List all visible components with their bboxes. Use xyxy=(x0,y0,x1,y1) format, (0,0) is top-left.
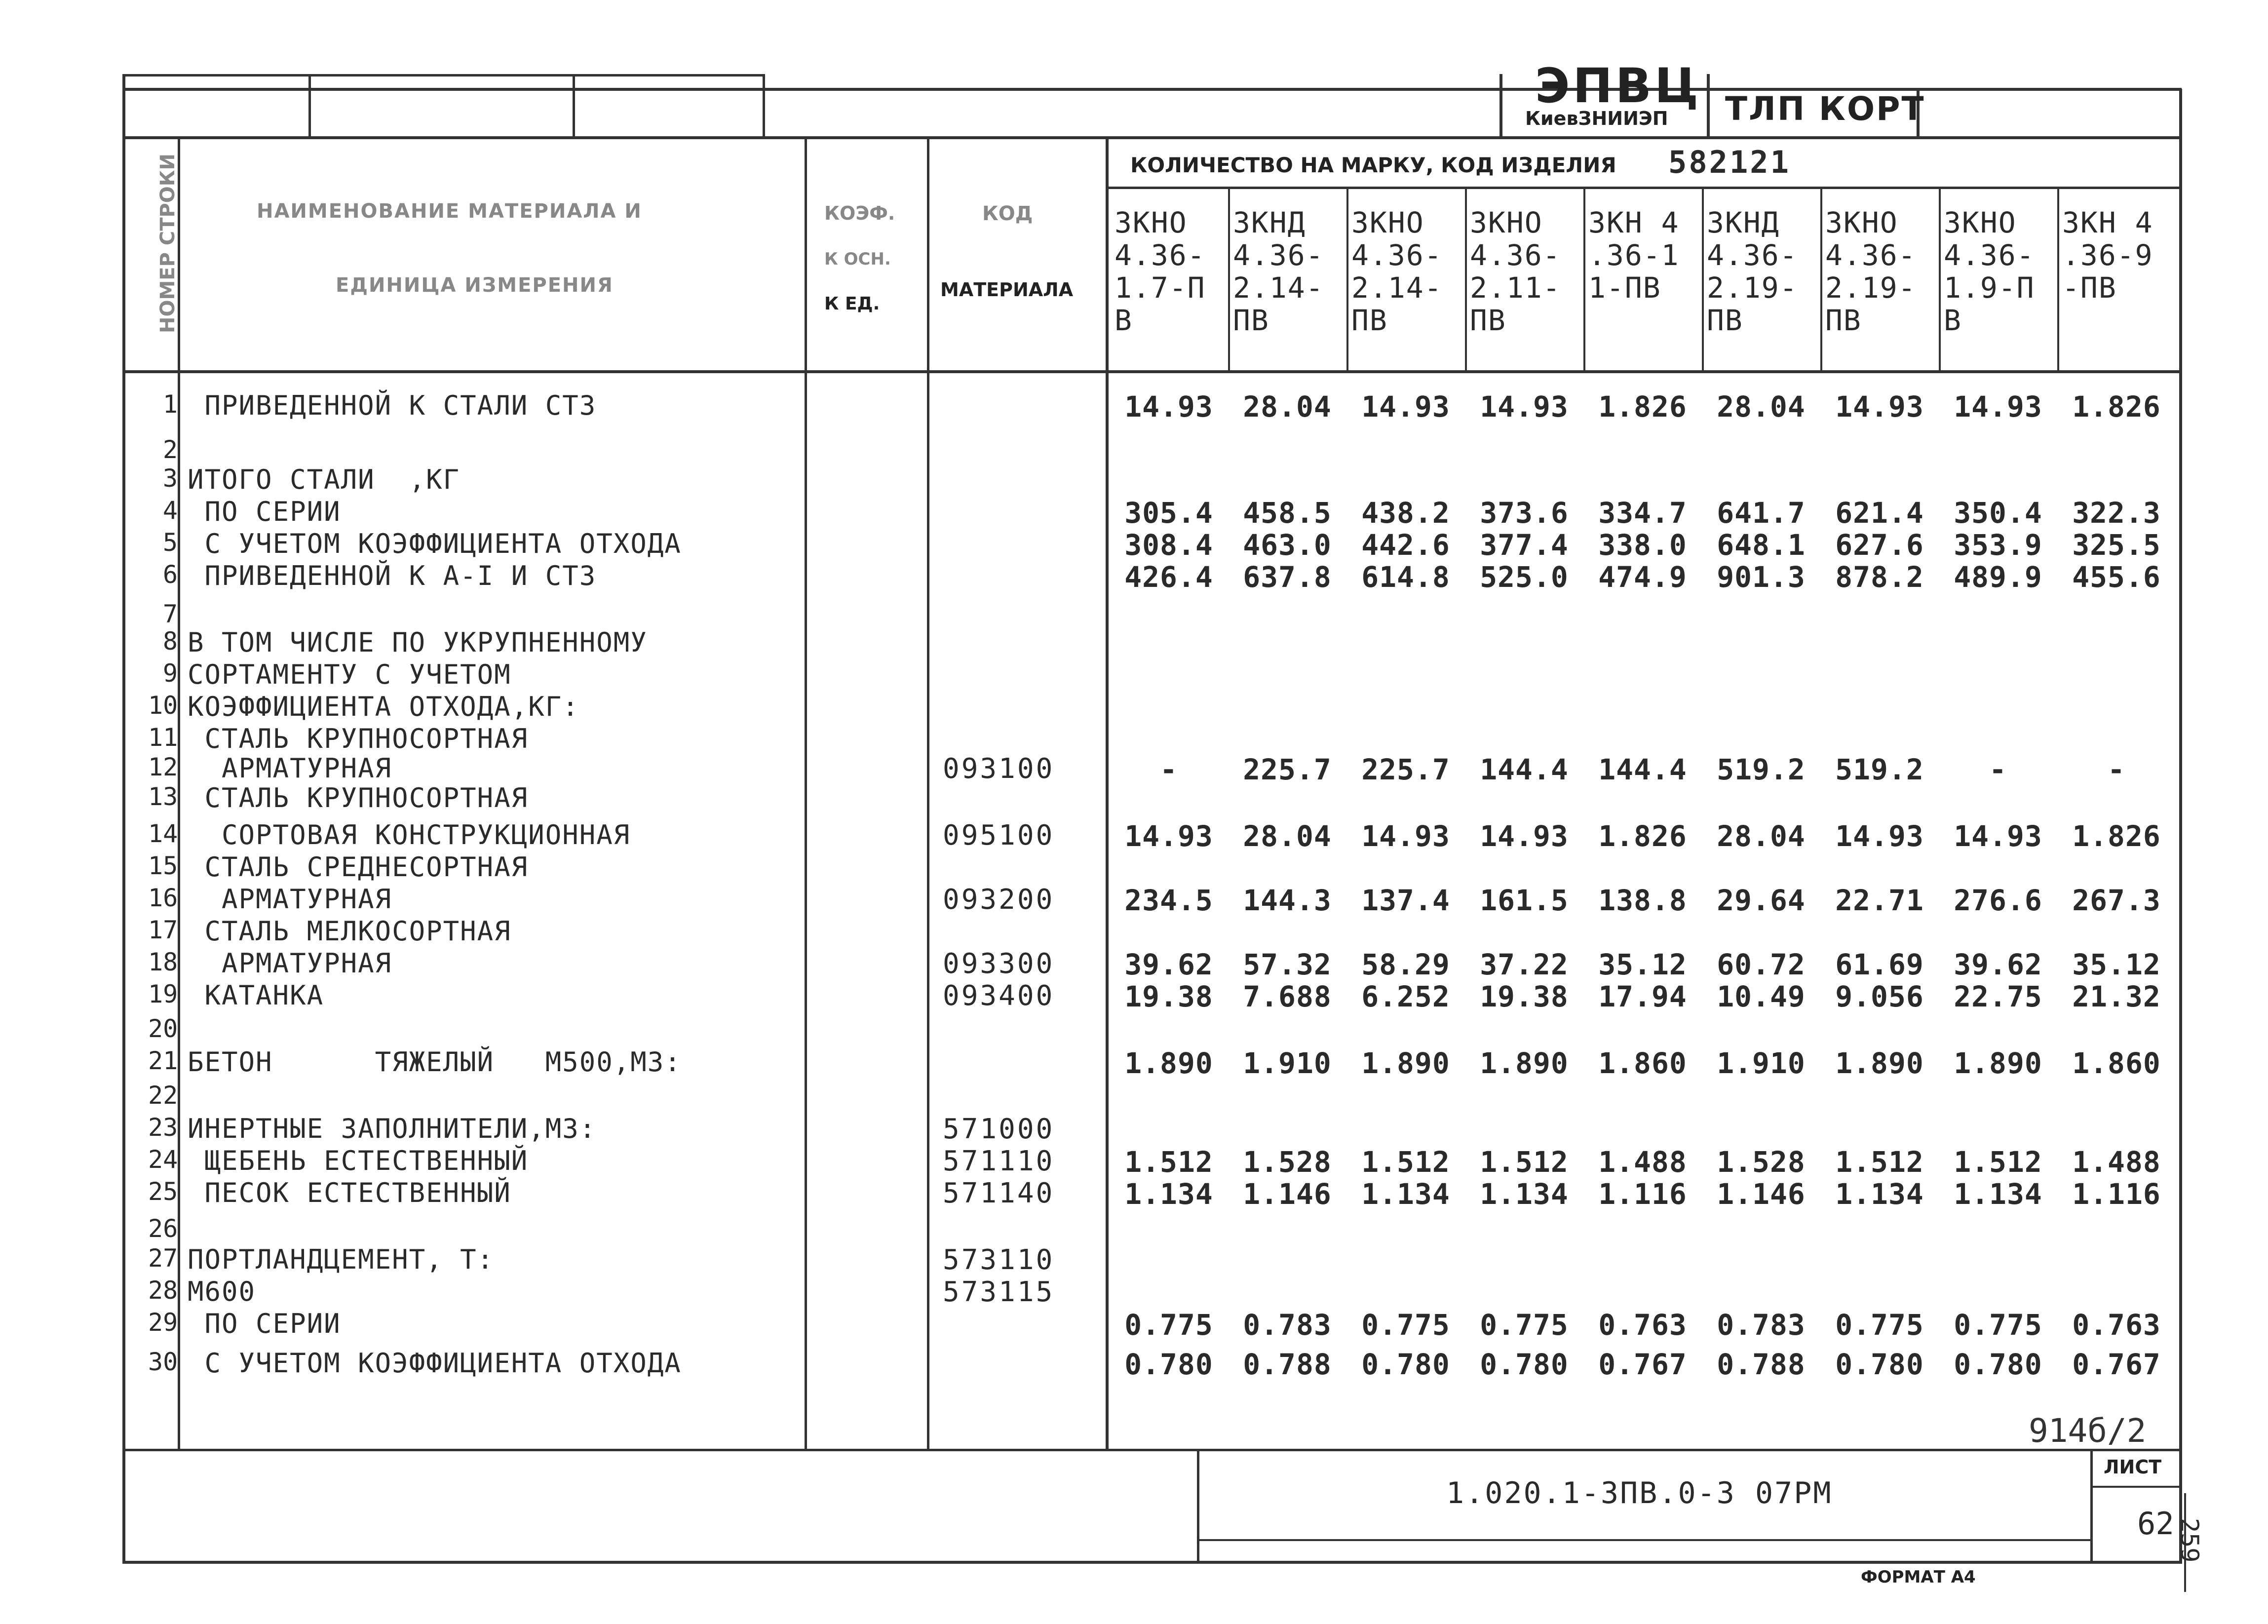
row-value-cell: 1.890 xyxy=(1124,1046,1213,1080)
stamp-div-3 xyxy=(763,74,765,137)
header-bottom-line xyxy=(122,370,2182,373)
row-material-code: 095100 xyxy=(943,819,1055,851)
row-value-cell: 144.4 xyxy=(1480,753,1569,786)
column-header-4-line-4: ПВ xyxy=(1470,304,1506,337)
sheet-number: 62 xyxy=(2137,1506,2174,1542)
row-value-cell: 0.767 xyxy=(2072,1348,2161,1381)
material-label-1: НАИМЕНОВАНИЕ МАТЕРИАЛА И xyxy=(257,200,642,223)
vcol-sep-7 xyxy=(1939,188,1941,371)
stamp-div-4 xyxy=(1499,74,1502,137)
row-value-cell: 308.4 xyxy=(1124,528,1213,562)
row-number: 1 xyxy=(162,390,178,419)
row-value-cell: 519.2 xyxy=(1717,753,1806,786)
row-material-name: М600 xyxy=(188,1276,256,1307)
row-value-cell: 29.64 xyxy=(1717,884,1806,917)
row-material-code: 093300 xyxy=(943,948,1055,980)
column-header-6-line-4: ПВ xyxy=(1707,304,1743,337)
row-number: 14 xyxy=(148,819,178,848)
row-value-cell: 1.512 xyxy=(1361,1145,1450,1179)
coef-label-3: К ЕД. xyxy=(824,294,880,314)
stamp-top-line xyxy=(122,74,764,77)
handwritten-number: 914б/2 xyxy=(2029,1412,2147,1450)
row-value-cell: 458.5 xyxy=(1243,496,1332,530)
row-value-cell: 0.780 xyxy=(1480,1348,1569,1381)
row-value-cell: 225.7 xyxy=(1361,753,1450,786)
row-material-code: 571140 xyxy=(943,1177,1055,1209)
row-value-cell: 0.763 xyxy=(2072,1308,2161,1342)
column-header-5-line-2: .36-1 xyxy=(1588,238,1680,272)
row-number: 6 xyxy=(162,560,178,589)
row-number: 26 xyxy=(148,1214,178,1243)
row-material-code: 093200 xyxy=(943,884,1055,916)
vcol-sep-2 xyxy=(1346,188,1348,371)
row-material-code: 571000 xyxy=(943,1113,1055,1145)
row-material-code: 093100 xyxy=(943,753,1055,785)
row-value-cell: 0.775 xyxy=(1954,1308,2042,1342)
row-material-name: СТАЛЬ СРЕДНЕСОРТНАЯ xyxy=(188,851,529,883)
row-value-cell: 1.116 xyxy=(1598,1177,1687,1211)
row-value-cell: 19.38 xyxy=(1124,980,1213,1013)
row-value-cell: 901.3 xyxy=(1717,560,1806,594)
row-value-cell: 1.512 xyxy=(1480,1145,1569,1179)
frame-left xyxy=(122,74,125,1562)
row-number: 4 xyxy=(162,496,178,525)
row-number: 16 xyxy=(148,884,178,912)
row-value-cell: 426.4 xyxy=(1124,560,1213,594)
row-value-cell: 225.7 xyxy=(1243,753,1332,786)
margin-number: 259 xyxy=(2175,1518,2204,1563)
row-value-cell: 1.512 xyxy=(1124,1145,1213,1179)
row-number: 24 xyxy=(148,1145,178,1174)
column-header-8-line-3: 1.9-П xyxy=(1944,271,2035,305)
table-bottom-line xyxy=(122,1449,2182,1451)
row-value-cell: 455.6 xyxy=(2072,560,2161,594)
row-value-cell: 58.29 xyxy=(1361,948,1450,981)
row-value-cell: 14.93 xyxy=(1835,390,1924,424)
footer-sheet-line xyxy=(2090,1486,2182,1488)
row-value-cell: 276.6 xyxy=(1954,884,2042,917)
row-value-cell: 1.890 xyxy=(1954,1046,2042,1080)
row-material-name: ЩЕБЕНЬ ЕСТЕСТВЕННЫЙ xyxy=(188,1145,529,1176)
row-value-cell: 334.7 xyxy=(1598,496,1687,530)
material-label-2: ЕДИНИЦА ИЗМЕРЕНИЯ xyxy=(336,274,614,297)
row-value-cell: 1.146 xyxy=(1243,1177,1332,1211)
row-value-cell: 1.528 xyxy=(1717,1145,1806,1179)
row-value-cell: 35.12 xyxy=(1598,948,1687,981)
row-number: 19 xyxy=(148,980,178,1008)
row-value-cell: 267.3 xyxy=(2072,884,2161,917)
row-material-name: СОРТОВАЯ КОНСТРУКЦИОННАЯ xyxy=(188,819,631,851)
row-number: 8 xyxy=(162,627,178,656)
row-value-cell: 1.512 xyxy=(1835,1145,1924,1179)
row-number: 29 xyxy=(148,1308,178,1337)
row-number: 20 xyxy=(148,1014,178,1043)
stamp-org: КиевЗНИИЭП xyxy=(1525,108,1668,129)
row-value-cell: 489.9 xyxy=(1954,560,2042,594)
row-value-cell: 14.93 xyxy=(1361,819,1450,853)
row-value-cell: 0.780 xyxy=(1361,1348,1450,1381)
row-value-cell: 1.890 xyxy=(1361,1046,1450,1080)
coef-label-1: КОЭФ. xyxy=(824,202,895,224)
column-header-9-line-2: .36-9 xyxy=(2062,238,2153,272)
column-header-2-line-1: ЗКНД xyxy=(1233,206,1306,239)
document-code: 1.020.1-3ПВ.0-3 07РМ xyxy=(1446,1476,1833,1510)
column-header-2-line-4: ПВ xyxy=(1233,304,1269,337)
row-value-cell: 373.6 xyxy=(1480,496,1569,530)
row-value-cell: 14.93 xyxy=(1954,819,2042,853)
row-number: 27 xyxy=(148,1244,178,1273)
row-number: 22 xyxy=(148,1081,178,1110)
footer-div-1 xyxy=(1197,1450,1199,1563)
row-value-cell: 377.4 xyxy=(1480,528,1569,562)
code-label-1: КОД xyxy=(982,202,1033,225)
row-material-name: ПО СЕРИИ xyxy=(188,496,341,527)
row-value-cell: 1.146 xyxy=(1717,1177,1806,1211)
row-value-cell: 637.8 xyxy=(1243,560,1332,594)
row-value-cell: 1.116 xyxy=(2072,1177,2161,1211)
row-value-cell: 878.2 xyxy=(1835,560,1924,594)
row-value-cell: 57.32 xyxy=(1243,948,1332,981)
column-header-6-line-1: ЗКНД xyxy=(1707,206,1780,239)
row-material-name: С УЧЕТОМ КОЭФФИЦИЕНТА ОТХОДА xyxy=(188,528,682,559)
column-header-3-line-1: ЗКНО xyxy=(1351,206,1424,239)
row-value-cell: 350.4 xyxy=(1954,496,2042,530)
row-value-cell: - xyxy=(1989,753,2007,786)
column-header-8-line-4: В xyxy=(1944,304,1962,337)
row-value-cell: 37.22 xyxy=(1480,948,1569,981)
footer-inner-line xyxy=(1197,1539,2093,1541)
row-material-name: ПРИВЕДЕННОЙ К СТАЛИ СТ3 xyxy=(188,390,597,421)
column-header-7-line-4: ПВ xyxy=(1825,304,1862,337)
row-value-cell: 14.93 xyxy=(1480,390,1569,424)
row-number: 15 xyxy=(148,851,178,880)
row-value-cell: 6.252 xyxy=(1361,980,1450,1013)
row-value-cell: 0.775 xyxy=(1480,1308,1569,1342)
vcol-sep-6 xyxy=(1820,188,1822,371)
row-number: 10 xyxy=(148,691,178,720)
row-number: 18 xyxy=(148,948,178,976)
row-value-cell: 28.04 xyxy=(1717,819,1806,853)
row-value-cell: 22.71 xyxy=(1835,884,1924,917)
row-value-cell: 438.2 xyxy=(1361,496,1450,530)
column-header-4-line-3: 2.11- xyxy=(1470,271,1561,305)
row-value-cell: 442.6 xyxy=(1361,528,1450,562)
row-value-cell: 474.9 xyxy=(1598,560,1687,594)
row-value-cell: 22.75 xyxy=(1954,980,2042,1013)
row-number: 12 xyxy=(148,753,178,781)
row-number: 13 xyxy=(148,782,178,811)
row-value-cell: 519.2 xyxy=(1835,753,1924,786)
row-value-cell: 353.9 xyxy=(1954,528,2042,562)
stamp-div-5 xyxy=(1707,74,1710,137)
row-number: 2 xyxy=(162,435,178,464)
row-material-name: В ТОМ ЧИСЛЕ ПО УКРУПНЕННОМУ xyxy=(188,627,648,658)
row-material-name: АРМАТУРНАЯ xyxy=(188,948,392,979)
row-material-name: ПОРТЛАНДЦЕМЕНТ, Т: xyxy=(188,1244,495,1275)
row-value-cell: 17.94 xyxy=(1598,980,1687,1013)
row-value-cell: 21.32 xyxy=(2072,980,2161,1013)
row-number: 30 xyxy=(148,1348,178,1376)
column-header-3-line-4: ПВ xyxy=(1351,304,1388,337)
row-value-cell: 1.910 xyxy=(1243,1046,1332,1080)
row-value-cell: 1.826 xyxy=(1598,819,1687,853)
row-value-cell: 1.528 xyxy=(1243,1145,1332,1179)
row-value-cell: 161.5 xyxy=(1480,884,1569,917)
row-value-cell: 641.7 xyxy=(1717,496,1806,530)
column-header-5-line-1: ЗКН 4 xyxy=(1588,206,1680,239)
column-header-4-line-2: 4.36- xyxy=(1470,238,1561,272)
column-header-3-line-2: 4.36- xyxy=(1351,238,1443,272)
row-value-cell: 1.826 xyxy=(2072,819,2161,853)
column-header-1-line-3: 1.7-П xyxy=(1115,271,1206,305)
row-value-cell: 14.93 xyxy=(1480,819,1569,853)
column-header-7-line-1: ЗКНО xyxy=(1825,206,1898,239)
row-material-name: СТАЛЬ МЕЛКОСОРТНАЯ xyxy=(188,916,511,947)
row-number: 7 xyxy=(162,600,178,628)
vcol-sep-8 xyxy=(2057,188,2059,371)
row-value-cell: 0.783 xyxy=(1717,1308,1806,1342)
row-number: 23 xyxy=(148,1113,178,1142)
row-value-cell: 234.5 xyxy=(1124,884,1213,917)
row-value-cell: 1.134 xyxy=(1124,1177,1213,1211)
row-number: 28 xyxy=(148,1276,178,1305)
stamp-div-2 xyxy=(573,74,575,137)
row-value-cell: 7.688 xyxy=(1243,980,1332,1013)
column-header-7-line-3: 2.19- xyxy=(1825,271,1917,305)
row-value-cell: 61.69 xyxy=(1835,948,1924,981)
row-value-cell: 60.72 xyxy=(1717,948,1806,981)
row-value-cell: 0.780 xyxy=(1124,1348,1213,1381)
vcol-sep-1 xyxy=(1228,188,1230,371)
row-value-cell: 39.62 xyxy=(1954,948,2042,981)
frame-right xyxy=(2179,89,2182,1562)
row-value-cell: 0.788 xyxy=(1243,1348,1332,1381)
row-number: 17 xyxy=(148,916,178,944)
row-value-cell: 0.775 xyxy=(1361,1308,1450,1342)
column-header-2-line-2: 4.36- xyxy=(1233,238,1324,272)
row-value-cell: 0.780 xyxy=(1954,1348,2042,1381)
row-number-label: НОМЕР СТРОКИ xyxy=(156,154,179,333)
row-value-cell: 14.93 xyxy=(1954,390,2042,424)
row-value-cell: 1.860 xyxy=(1598,1046,1687,1080)
row-value-cell: 14.93 xyxy=(1361,390,1450,424)
row-value-cell: 648.1 xyxy=(1717,528,1806,562)
row-number: 3 xyxy=(162,464,178,493)
column-header-6-line-2: 4.36- xyxy=(1707,238,1798,272)
column-header-8-line-2: 4.36- xyxy=(1944,238,2035,272)
row-number: 9 xyxy=(162,659,178,688)
col-line-name xyxy=(805,137,807,1450)
row-material-name: АРМАТУРНАЯ xyxy=(188,884,392,915)
vcol-sep-4 xyxy=(1583,188,1585,371)
row-value-cell: 1.512 xyxy=(1954,1145,2042,1179)
row-value-cell: 144.4 xyxy=(1598,753,1687,786)
row-value-cell: 0.763 xyxy=(1598,1308,1687,1342)
row-value-cell: 1.890 xyxy=(1835,1046,1924,1080)
row-value-cell: 138.8 xyxy=(1598,884,1687,917)
column-header-8-line-1: ЗКНО xyxy=(1944,206,2017,239)
column-header-2-line-3: 2.14- xyxy=(1233,271,1324,305)
code-label-2: МАТЕРИАЛА xyxy=(940,279,1074,301)
stamp-logo: ЭПВЦ xyxy=(1535,58,1702,114)
column-header-7-line-2: 4.36- xyxy=(1825,238,1917,272)
row-value-cell: - xyxy=(2108,753,2125,786)
row-material-name: ПЕСОК ЕСТЕСТВЕННЫЙ xyxy=(188,1177,511,1208)
frame-bottom xyxy=(122,1561,2182,1564)
row-value-cell: 614.8 xyxy=(1361,560,1450,594)
column-header-1-line-2: 4.36- xyxy=(1115,238,1206,272)
col-line-coef xyxy=(927,137,929,1450)
row-number: 25 xyxy=(148,1177,178,1206)
row-value-cell: 1.134 xyxy=(1480,1177,1569,1211)
row-material-name: КАТАНКА xyxy=(188,980,324,1011)
column-header-1-line-1: ЗКНО xyxy=(1115,206,1188,239)
column-header-1-line-4: В xyxy=(1115,304,1133,337)
row-value-cell: 322.3 xyxy=(2072,496,2161,530)
row-value-cell: 1.134 xyxy=(1835,1177,1924,1211)
stamp-tlp: ТЛП КОРТ xyxy=(1725,90,1925,128)
row-material-code: 571110 xyxy=(943,1145,1055,1177)
column-header-3-line-3: 2.14- xyxy=(1351,271,1443,305)
vcol-sep-5 xyxy=(1702,188,1704,371)
row-value-cell: 463.0 xyxy=(1243,528,1332,562)
column-header-6-line-3: 2.19- xyxy=(1707,271,1798,305)
row-material-code: 573110 xyxy=(943,1244,1055,1276)
row-value-cell: 19.38 xyxy=(1480,980,1569,1013)
frame-top-right xyxy=(1915,88,2182,91)
sheet-label: ЛИСТ xyxy=(2104,1456,2162,1478)
row-value-cell: 0.767 xyxy=(1598,1348,1687,1381)
row-material-name: ПО СЕРИИ xyxy=(188,1308,341,1339)
row-value-cell: - xyxy=(1160,753,1178,786)
row-number: 21 xyxy=(148,1046,178,1075)
row-value-cell: 10.49 xyxy=(1717,980,1806,1013)
row-material-name: КОЭФФИЦИЕНТА ОТХОДА,КГ: xyxy=(188,691,579,722)
row-material-name: БЕТОН ТЯЖЕЛЫЙ М500,М3: xyxy=(188,1046,682,1078)
row-value-cell: 144.3 xyxy=(1243,884,1332,917)
row-value-cell: 35.12 xyxy=(2072,948,2161,981)
row-material-name: СОРТАМЕНТУ С УЧЕТОМ xyxy=(188,659,511,690)
row-value-cell: 14.93 xyxy=(1124,390,1213,424)
row-material-name: ПРИВЕДЕННОЙ К А-I И СТ3 xyxy=(188,560,597,591)
stamp-div-1 xyxy=(308,74,311,137)
row-value-cell: 325.5 xyxy=(2072,528,2161,562)
row-value-cell: 1.134 xyxy=(1361,1177,1450,1211)
coef-label-2: К ОСН. xyxy=(824,249,891,269)
row-material-name: СТАЛЬ КРУПНОСОРТНАЯ xyxy=(188,782,529,813)
row-material-name: ИТОГО СТАЛИ ,КГ xyxy=(188,464,461,495)
row-value-cell: 1.488 xyxy=(2072,1145,2161,1179)
format-label: ФОРМАТ А4 xyxy=(1861,1567,1976,1587)
column-header-9-line-3: -ПВ xyxy=(2062,271,2117,305)
row-value-cell: 28.04 xyxy=(1243,819,1332,853)
row-material-code: 573115 xyxy=(943,1276,1055,1308)
row-material-name: ИНЕРТНЫЕ ЗАПОЛНИТЕЛИ,М3: xyxy=(188,1113,597,1144)
row-value-cell: 28.04 xyxy=(1243,390,1332,424)
header-top-line xyxy=(122,136,2182,139)
row-number: 5 xyxy=(162,528,178,557)
row-value-cell: 1.134 xyxy=(1954,1177,2042,1211)
column-header-5-line-3: 1-ПВ xyxy=(1588,271,1661,305)
row-value-cell: 0.780 xyxy=(1835,1348,1924,1381)
row-value-cell: 137.4 xyxy=(1361,884,1450,917)
col-line-code xyxy=(1106,137,1109,1450)
row-number: 11 xyxy=(148,723,178,752)
footer-div-2 xyxy=(2090,1450,2093,1563)
row-value-cell: 1.488 xyxy=(1598,1145,1687,1179)
row-value-cell: 621.4 xyxy=(1835,496,1924,530)
product-code: 582121 xyxy=(1668,144,1791,180)
row-value-cell: 9.056 xyxy=(1835,980,1924,1013)
row-value-cell: 1.910 xyxy=(1717,1046,1806,1080)
vcol-sep-3 xyxy=(1465,188,1467,371)
row-value-cell: 1.826 xyxy=(2072,390,2161,424)
row-value-cell: 0.783 xyxy=(1243,1308,1332,1342)
row-value-cell: 28.04 xyxy=(1717,390,1806,424)
row-value-cell: 0.775 xyxy=(1835,1308,1924,1342)
row-value-cell: 39.62 xyxy=(1124,948,1213,981)
row-material-code: 093400 xyxy=(943,980,1055,1012)
quantity-label-line xyxy=(1106,187,2182,189)
row-value-cell: 627.6 xyxy=(1835,528,1924,562)
row-value-cell: 305.4 xyxy=(1124,496,1213,530)
row-value-cell: 1.890 xyxy=(1480,1046,1569,1080)
row-value-cell: 0.788 xyxy=(1717,1348,1806,1381)
row-value-cell: 338.0 xyxy=(1598,528,1687,562)
row-value-cell: 1.826 xyxy=(1598,390,1687,424)
row-value-cell: 525.0 xyxy=(1480,560,1569,594)
row-material-name: СТАЛЬ КРУПНОСОРТНАЯ xyxy=(188,723,529,754)
row-value-cell: 1.860 xyxy=(2072,1046,2161,1080)
quantity-label: КОЛИЧЕСТВО НА МАРКУ, КОД ИЗДЕЛИЯ xyxy=(1130,153,1616,177)
row-material-name: С УЧЕТОМ КОЭФФИЦИЕНТА ОТХОДА xyxy=(188,1348,682,1379)
column-header-4-line-1: ЗКНО xyxy=(1470,206,1543,239)
row-value-cell: 14.93 xyxy=(1124,819,1213,853)
column-header-9-line-1: ЗКН 4 xyxy=(2062,206,2153,239)
row-value-cell: 0.775 xyxy=(1124,1308,1213,1342)
row-value-cell: 14.93 xyxy=(1835,819,1924,853)
row-material-name: АРМАТУРНАЯ xyxy=(188,753,392,784)
